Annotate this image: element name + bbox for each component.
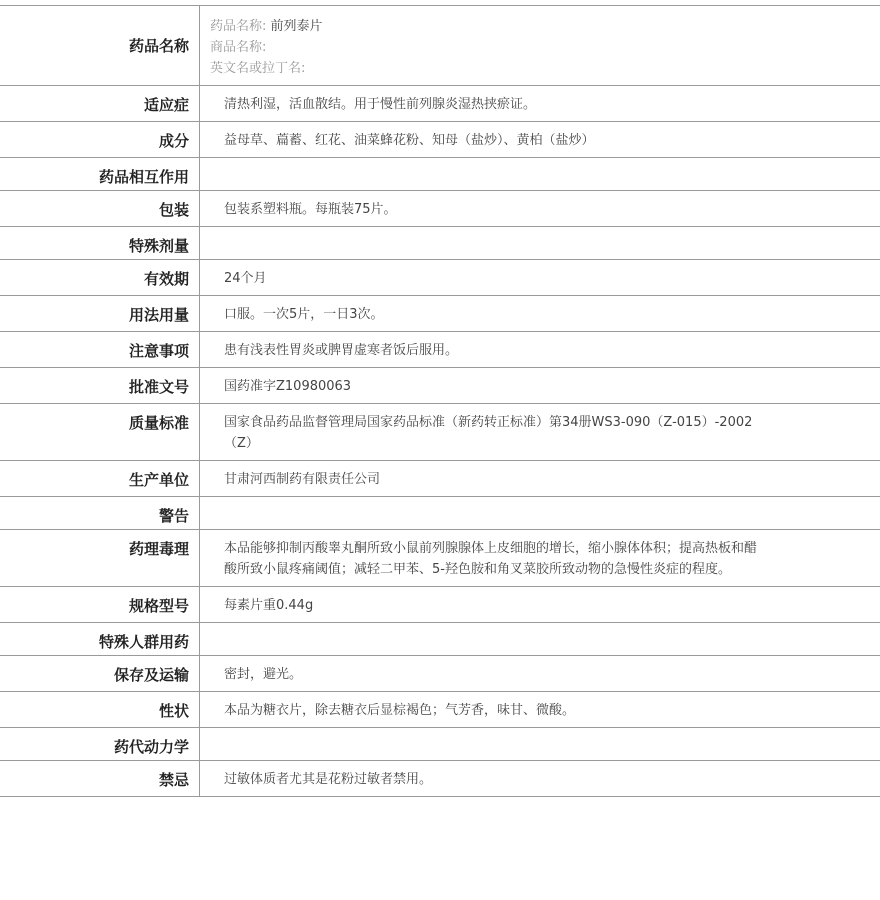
storage-row [0, 656, 880, 692]
ingredients-text: 益母草、萹蓄、红花、油菜蜂花粉、知母（盐炒）、黄柏（盐炒） [224, 133, 595, 148]
approval-number-label: 批准文号 [0, 368, 200, 403]
interactions-value [200, 158, 880, 190]
usage-dosage-value [200, 296, 880, 331]
appearance-text: 本品为糖衣片，除去糖衣后显棕褐色；气芳香，味甘、微酸。 [224, 703, 576, 718]
special-population-row [0, 623, 880, 656]
special-dosage-row [0, 227, 880, 260]
trade-name-label: 商品名称: [210, 40, 267, 55]
manufacturer-value [200, 461, 880, 496]
appearance-label: 性状 [0, 692, 200, 727]
special-population-value [200, 623, 880, 655]
warning-row [0, 497, 880, 530]
quality-standard-row [0, 404, 880, 461]
storage-value [200, 656, 880, 691]
interactions-row [0, 158, 880, 191]
quality-standard-value [200, 404, 880, 460]
indications-value [200, 86, 880, 121]
indications-text: 清热利湿，活血散结。用于慢性前列腺炎湿热挟瘀证。 [224, 97, 537, 112]
pharmacology-text: 本品能够抑制丙酸睾丸酮所致小鼠前列腺腺体上皮细胞的增长，缩小腺体体积；提高热板和醋酸所致小鼠疼痛阈值；减轻二甲苯、5-羟色胺和角叉菜胶所致动物的急慢性炎症的程度。 [224, 541, 758, 577]
pharmacokinetics-row [0, 728, 880, 761]
packaging-row [0, 191, 880, 227]
manufacturer-label: 生产单位 [0, 461, 200, 496]
appearance-row [0, 692, 880, 728]
ingredients-label: 成分 [0, 122, 200, 157]
pharmacology-value [200, 530, 880, 586]
precautions-text: 患有浅表性胃炎或脾胃虚寒者饭后服用。 [224, 343, 459, 358]
pharmacokinetics-label: 药代动力学 [0, 728, 200, 760]
interactions-label: 药品相互作用 [0, 158, 200, 190]
english-name-label: 英文名或拉丁名: [210, 61, 306, 76]
shelf-life-value [200, 260, 880, 295]
storage-label: 保存及运输 [0, 656, 200, 691]
generic-name-value: 前列泰片 [270, 19, 323, 34]
precautions-row [0, 332, 880, 368]
english-name-line [210, 58, 870, 79]
special-dosage-label: 特殊剂量 [0, 227, 200, 259]
pharmacokinetics-value [200, 728, 880, 760]
trade-name-line [210, 37, 870, 58]
ingredients-row [0, 122, 880, 158]
generic-name-label: 药品名称: [210, 19, 267, 34]
approval-number-text: 国药准字Z10980063 [224, 379, 352, 394]
indications-row [0, 86, 880, 122]
packaging-value [200, 191, 880, 226]
specification-value [200, 587, 880, 622]
contraindications-label: 禁忌 [0, 761, 200, 796]
usage-dosage-text: 口服。一次5片，一日3次。 [224, 307, 384, 322]
indications-label: 适应症 [0, 86, 200, 121]
specification-row [0, 587, 880, 623]
shelf-life-label: 有效期 [0, 260, 200, 295]
warning-label: 警告 [0, 497, 200, 529]
usage-dosage-label: 用法用量 [0, 296, 200, 331]
precautions-label: 注意事项 [0, 332, 200, 367]
manufacturer-text: 甘肃河西制药有限责任公司 [224, 472, 381, 487]
usage-dosage-row [0, 296, 880, 332]
quality-standard-text: 国家食品药品监督管理局国家药品标准（新药转正标准）第34册WS3-090（Z-015）-2002（Z） [224, 415, 753, 451]
storage-text: 密封，避光。 [224, 667, 303, 682]
drug-name-row-label: 药品名称 [0, 6, 200, 85]
shelf-life-text: 24个月 [224, 271, 267, 286]
approval-number-value [200, 368, 880, 403]
approval-number-row [0, 368, 880, 404]
appearance-value [200, 692, 880, 727]
drug-name-block [200, 6, 880, 85]
manufacturer-row [0, 461, 880, 497]
packaging-text: 包装系塑料瓶。每瓶装75片。 [224, 202, 397, 217]
special-population-label: 特殊人群用药 [0, 623, 200, 655]
contraindications-text: 过敏体质者尤其是花粉过敏者禁用。 [224, 772, 433, 787]
quality-standard-label: 质量标准 [0, 404, 200, 460]
special-dosage-value [200, 227, 880, 259]
shelf-life-row [0, 260, 880, 296]
drug-info-table [0, 5, 880, 797]
ingredients-value [200, 122, 880, 157]
warning-value [200, 497, 880, 529]
specification-text: 每素片重0.44g [224, 598, 314, 613]
contraindications-row [0, 761, 880, 797]
specification-label: 规格型号 [0, 587, 200, 622]
drug-name-row [0, 6, 880, 86]
packaging-label: 包装 [0, 191, 200, 226]
contraindications-value [200, 761, 880, 796]
precautions-value [200, 332, 880, 367]
pharmacology-label: 药理毒理 [0, 530, 200, 586]
pharmacology-row [0, 530, 880, 587]
generic-name-line [210, 16, 870, 37]
